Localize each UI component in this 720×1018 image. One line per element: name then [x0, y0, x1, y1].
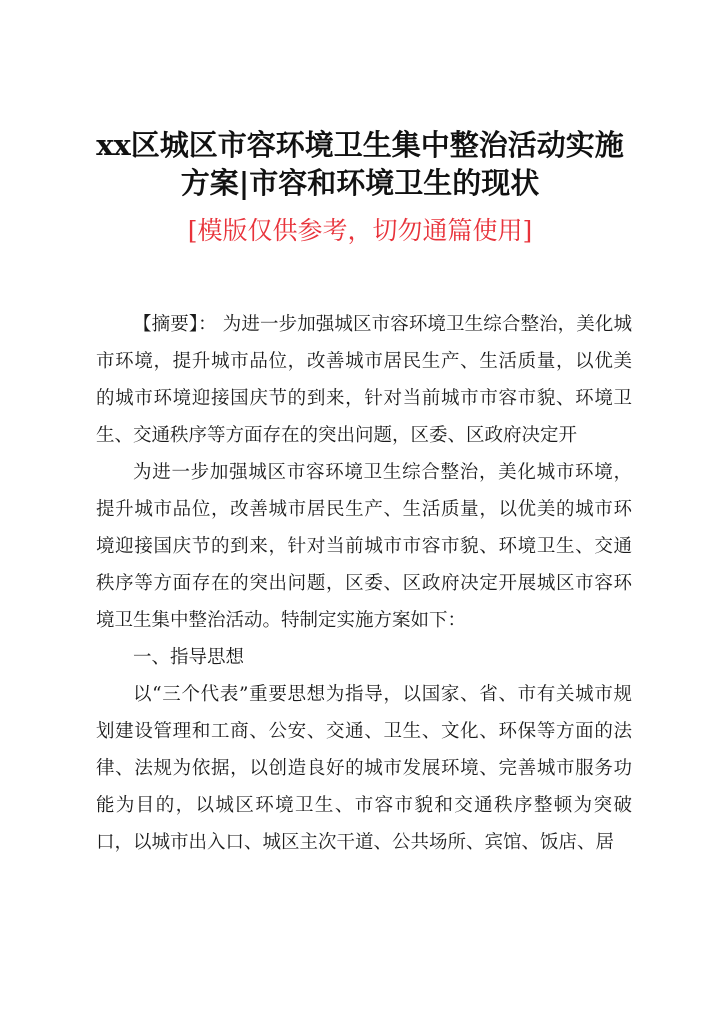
document-title: xx区城区市容环境卫生集中整治活动实施方案|市容和环境卫生的现状: [96, 128, 624, 200]
guiding-ideology-paragraph: 以“三个代表”重要思想为指导，以国家、省、市有关城市规划建设管理和工商、公安、交通、卫生、文化、环保等方面的法律、法规为依据，以创造良好的城市发展环境、完善城市服务功能为目的，以城区环境卫生、市容市貌和交通秩序整顿为突破口，以城市出入口、城区主次干道、公共场所、宾馆、饭店、居: [96, 684, 632, 853]
template-notice: [模版仅供参考，切勿通篇使用]: [187, 216, 533, 245]
abstract-paragraph: 【摘要】： 为进一步加强城区市容环境卫生综合整治，美化城市环境，提升城市品位，改善城市居民生产、生活质量，以优美的城市环境迎接国庆节的到来，针对当前城市市容市貌、环境卫生、交通秩序等方面存在的突出问题，区委、区政府决定开: [96, 314, 632, 446]
section-heading-guiding-ideology: 一、指导思想: [133, 647, 245, 668]
intro-paragraph: 为进一步加强城区市容环境卫生综合整治，美化城市环境，提升城市品位，改善城市居民生产、生活质量，以优美的城市环境迎接国庆节的到来，针对当前城市市容市貌、环境卫生、交通秩序等方面存在的突出问题，区委、区政府决定开展城区市容环境卫生集中整治活动。特制定实施方案如下：: [96, 462, 632, 631]
document-body: [96, 306, 632, 861]
